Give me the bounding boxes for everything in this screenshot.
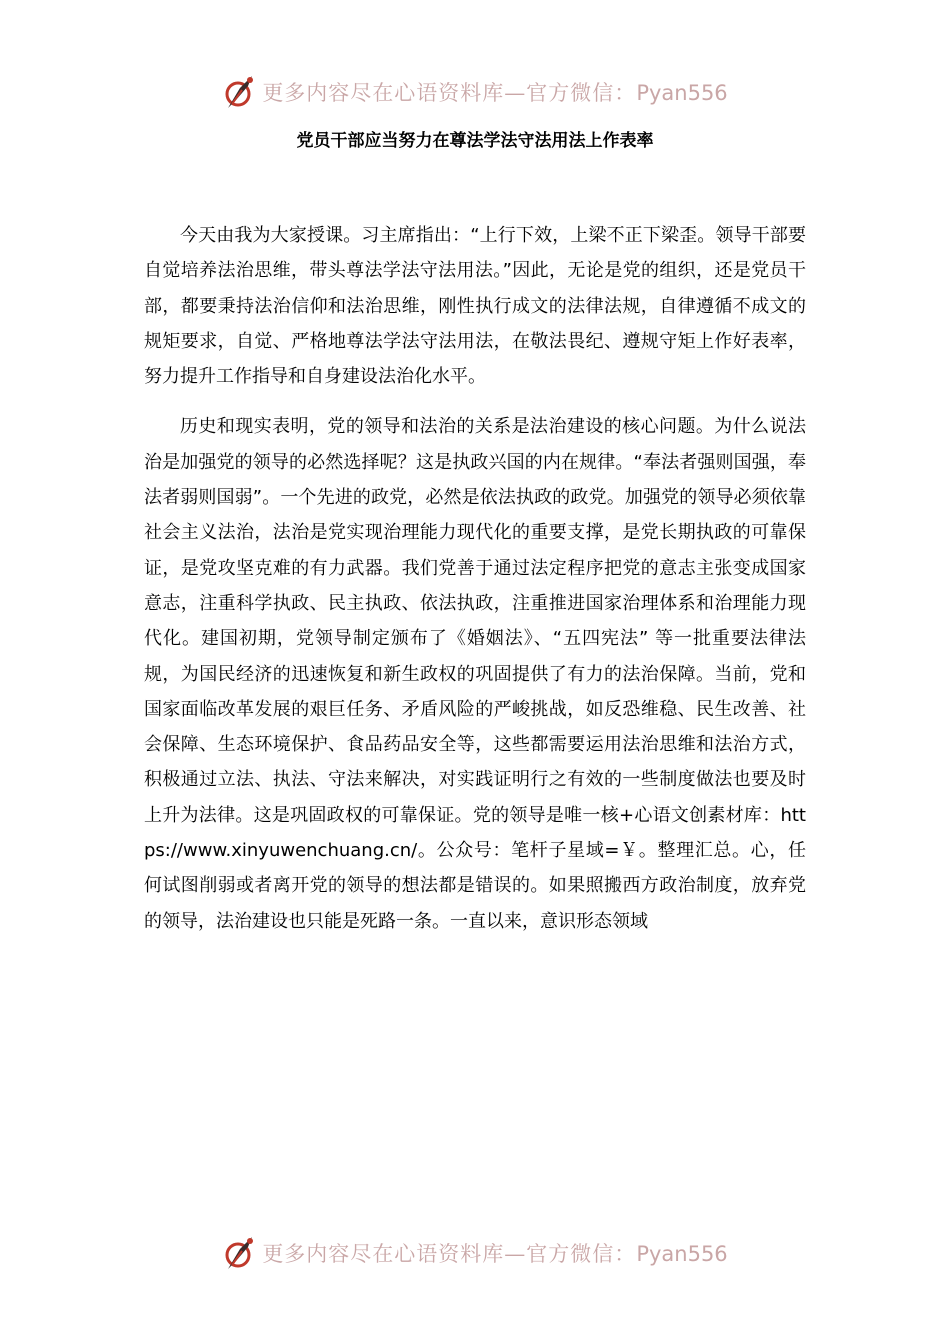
banner-account: Pyan556 bbox=[636, 81, 728, 105]
document-title: 党员干部应当努力在尊法学法守法用法上作表率 bbox=[296, 131, 654, 151]
header-banner bbox=[0, 70, 950, 114]
paragraph-2: 历史和现实表明，党的领导和法治的关系是法治建设的核心问题。为什么说法治是加强党的领导的必然选择呢？这是执政兴国的内在规律。“奉法者强则国强，奉法者弱则国弱”。一个先进的政党，必然是依法执政的政党。加强党的领导必须依靠社会主义法治，法治是党实现治理能力现代化的重要支撑，是党长期执政的可靠保证，是党攻坚克难的有力武器。我们党善于通过法定程序把党的意志主张变成国家意志，注重科学执政、民主执政、依法执政，注重推进国家治理体系和治理能力现代化。建国初期，党领导制定颁布了《婚姻法》、“五四宪法” 等一批重要法律法规，为国民经济的迅速恢复和新生政权的巩固提供了有力的法治保障。当前，党和国家面临改革发展的艰巨任务、矛盾风险的严峻挑战，如反恐维稳、民生改善、社会保障、生态环境保护、食品药品安全等，这些都需要运用法治思维和法治方式，积极通过立法、执法、守法来解决，对实践证明行之有效的一些制度做法也要及时上升为法律。这是巩固政权的可靠保证。党的领导是唯一核+心语文创素材库：https://www.xinyuwenchuang.cn/。公众号：笔杆子星域=￥。整理汇总。心，任何试图削弱或者离开党的领导的想法都是错误的。如果照搬西方政治制度，放弃党的领导，法治建设也只能是死路一条。一直以来，意识形态领域 bbox=[144, 416, 806, 932]
banner-account: Pyan556 bbox=[636, 1242, 728, 1266]
banner-slogan: 更多内容尽在心语资料库—官方微信： bbox=[262, 1242, 637, 1266]
quill-pen-logo-icon bbox=[222, 74, 258, 110]
banner-slogan: 更多内容尽在心语资料库—官方微信： bbox=[262, 81, 637, 105]
document-body bbox=[144, 218, 806, 954]
paragraph-1: 今天由我为大家授课。习主席指出：“上行下效，上梁不正下梁歪。领导干部要自觉培养法治思维，带头尊法学法守法用法。”因此，无论是党的组织，还是党员干部，都要秉持法治信仰和法治思维，刚性执行成文的法律法规，自律遵循不成文的规矩要求，自觉、严格地尊法学法守法用法，在敬法畏纪、遵规守矩上作好表率，努力提升工作指导和自身建设法治化水平。 bbox=[144, 225, 806, 388]
banner-text bbox=[262, 77, 727, 107]
banner-text bbox=[262, 1238, 727, 1268]
quill-pen-logo-icon bbox=[222, 1235, 258, 1271]
footer-banner bbox=[0, 1231, 950, 1275]
